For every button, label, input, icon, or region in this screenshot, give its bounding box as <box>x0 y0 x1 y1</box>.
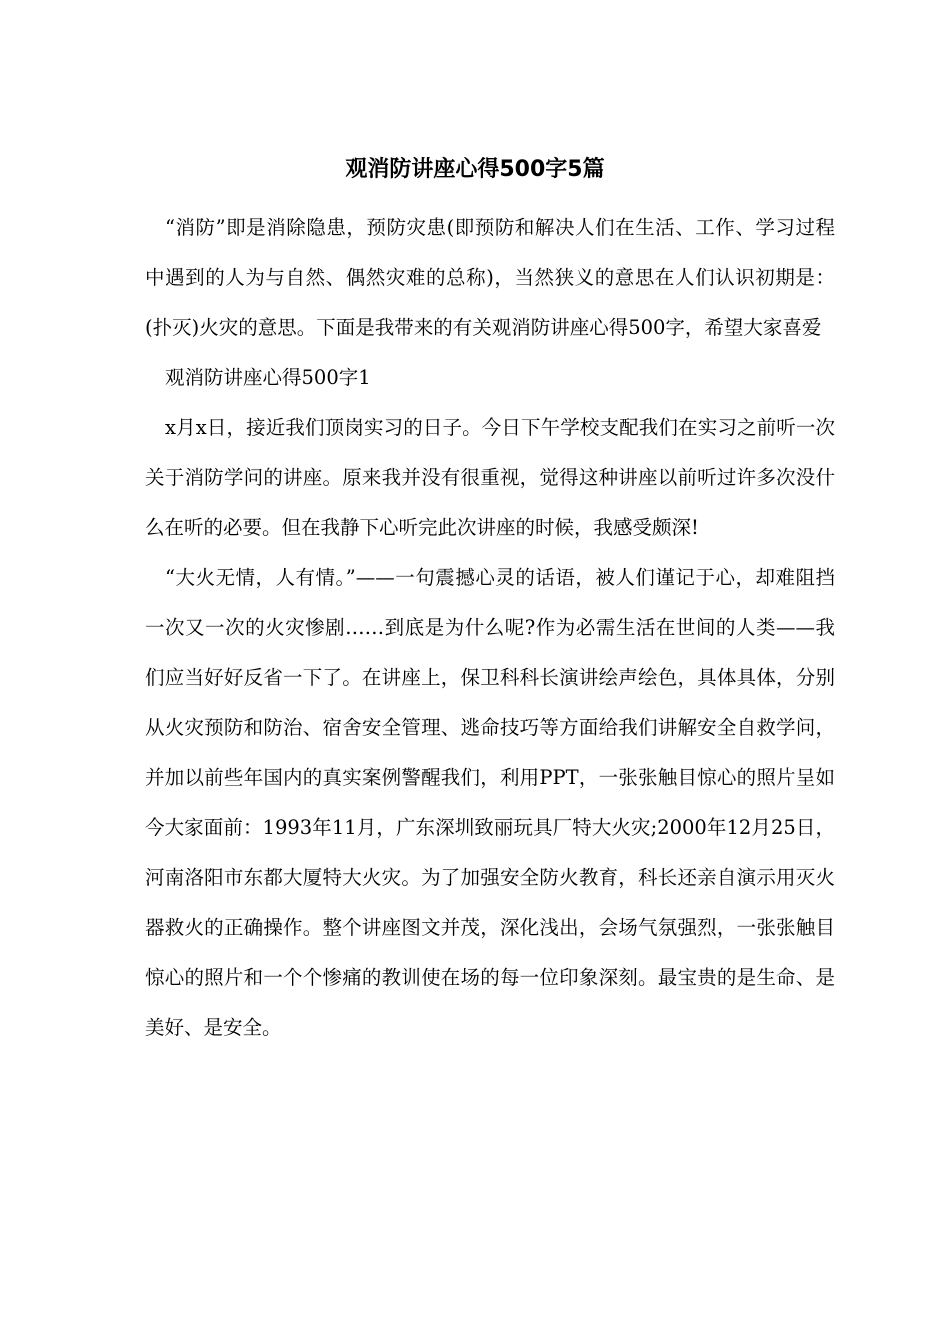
document-body <box>145 203 835 1053</box>
document-title: 观消防讲座心得500字5篇 <box>345 157 605 182</box>
intro-paragraph: “消防”即是消除隐患，预防灾患(即预防和解决人们在生活、工作、学习过程中遇到的人为与自然、偶然灾难的总称)，当然狭义的意思在人们认识初期是：(扑灭)火灾的意思。下面是我带来的有关观消防讲座心得500字，希望大家喜爱 <box>145 216 835 339</box>
section-heading-1: 观消防讲座心得500字1 <box>165 366 371 389</box>
body-paragraph-1: x月x日，接近我们顶岗实习的日子。今日下午学校支配我们在实习之前听一次关于消防学问的讲座。原来我并没有很重视，觉得这种讲座以前听过许多次没什么在听的必要。但在我静下心听完此次讲座的时候，我感受颇深! <box>145 416 835 539</box>
body-paragraph-2: “大火无情，人有情。”——一句震撼心灵的话语，被人们谨记于心，却难阻挡一次又一次的火灾惨剧……到底是为什么呢?作为必需生活在世间的人类——我们应当好好反省一下了。在讲座上，保卫科科长演讲绘声绘色，具体具体，分别从火灾预防和防治、宿舍安全管理、逃命技巧等方面给我们讲解安全自救学问，并加以前些年国内的真实案例警醒我们，利用PPT，一张张触目惊心的照片呈如今大家面前：1993年11月，广东深圳致丽玩具厂特大火灾;2000年12月25日，河南洛阳市东都大厦特大火灾。为了加强安全防火教育，科长还亲自演示用灭火器救火的正确操作。整个讲座图文并茂，深化浅出，会场气氛强烈，一张张触目惊心的照片和一个个惨痛的教训使在场的每一位印象深刻。最宝贵的是生命、是美好、是安全。 <box>145 566 835 1039</box>
